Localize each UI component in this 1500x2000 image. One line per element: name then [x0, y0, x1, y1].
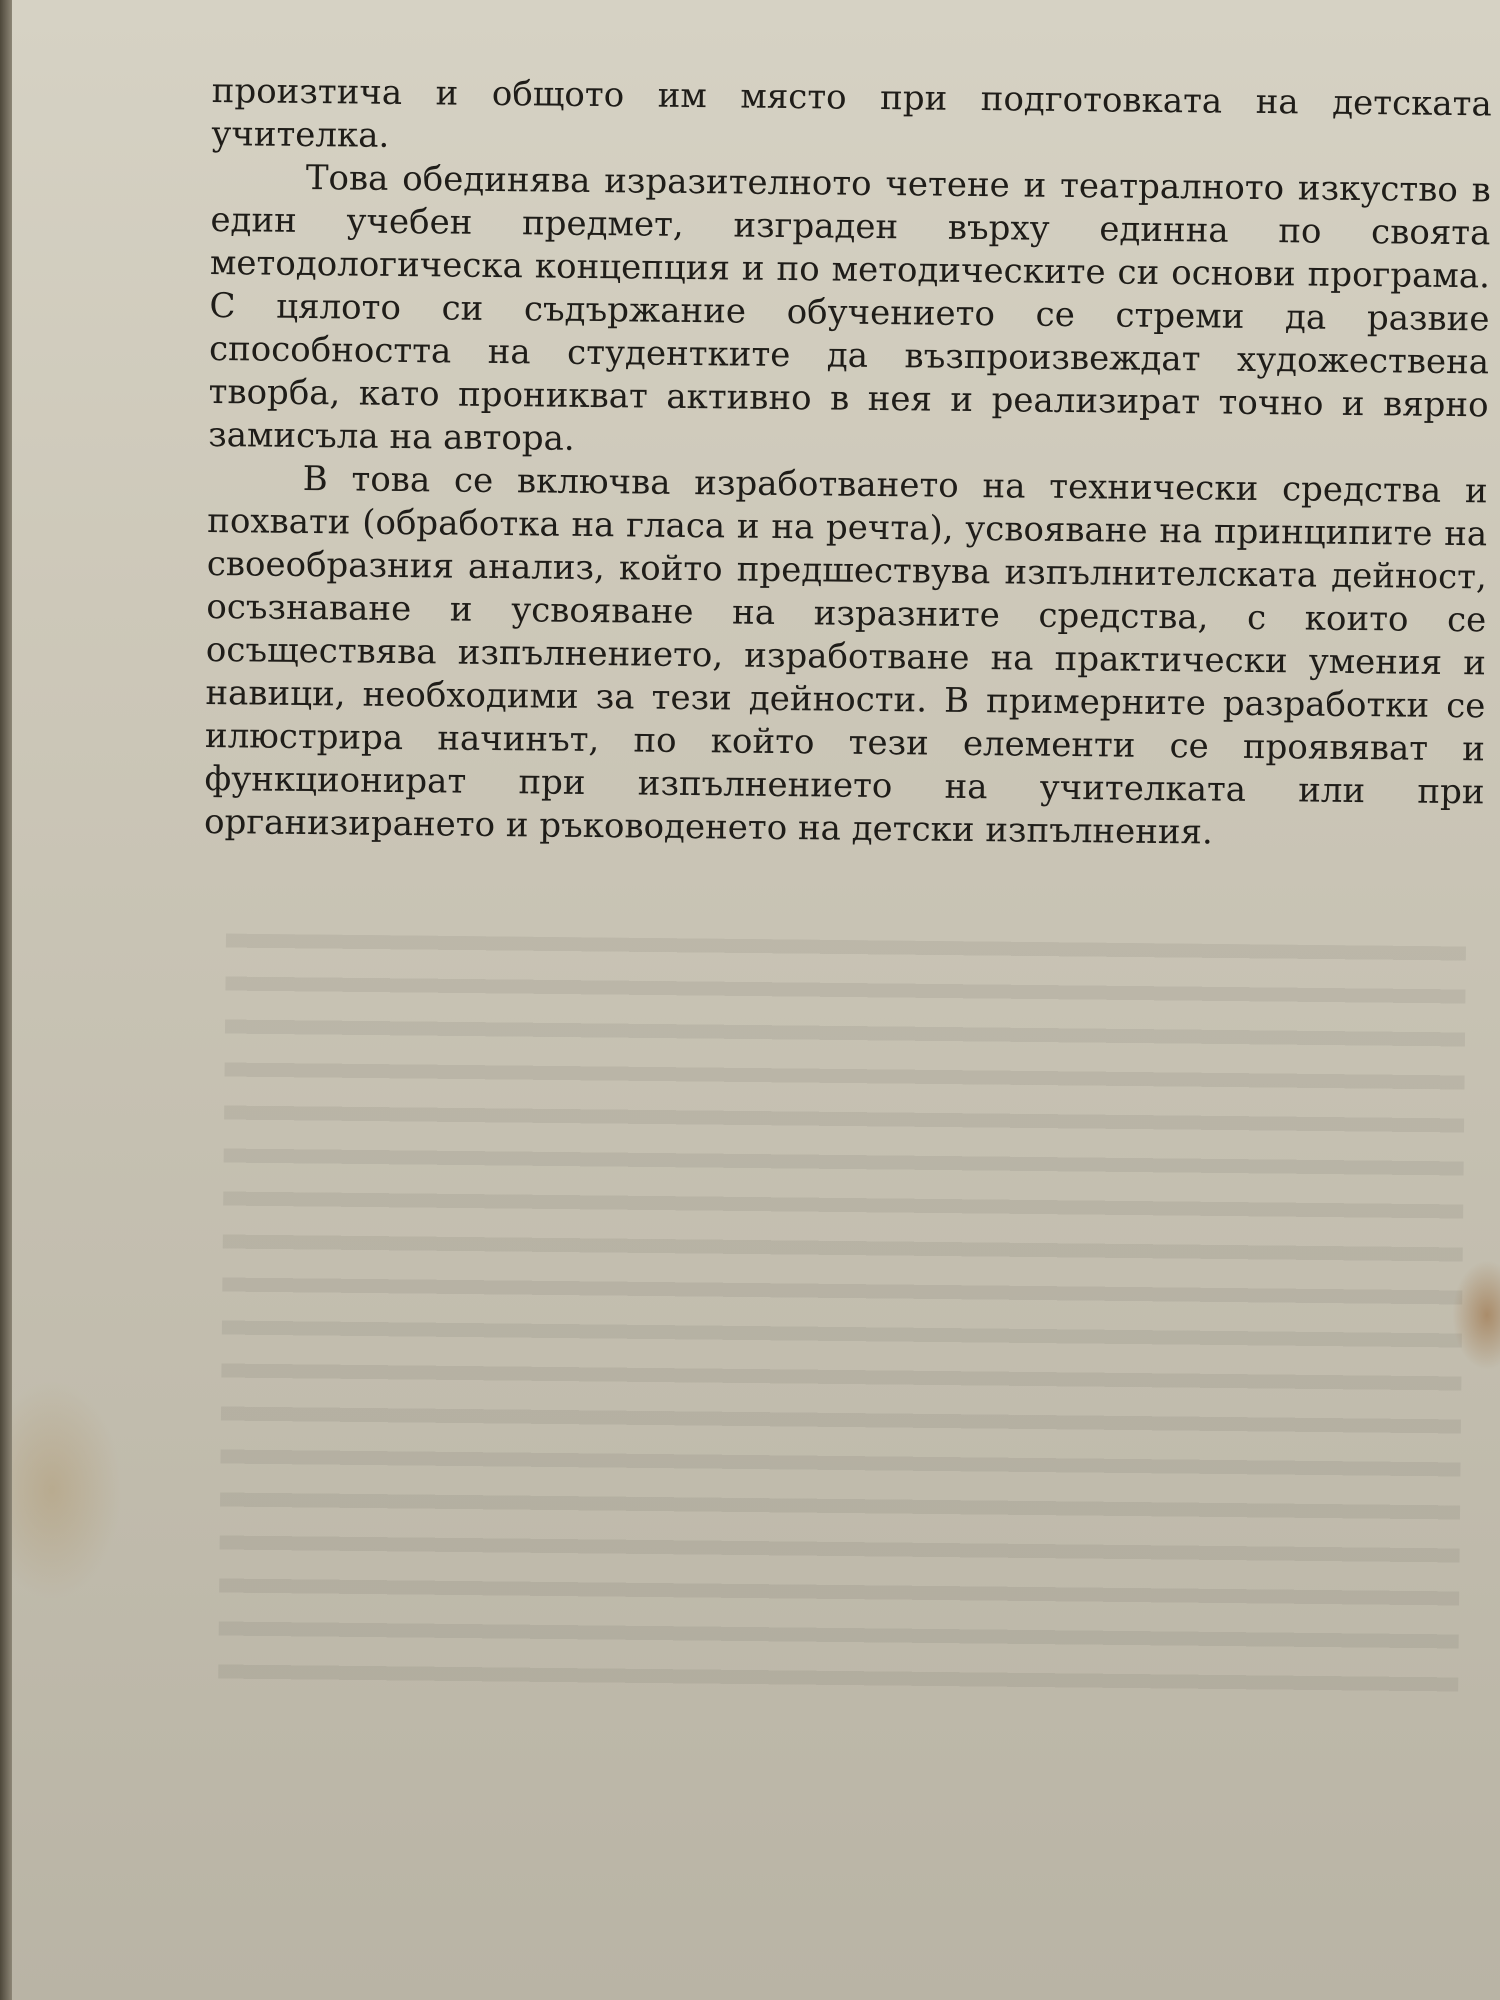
book-page — [12, 0, 1500, 2000]
bleed-through-text — [218, 934, 1466, 1707]
paragraph-course-unity: Това обединява изразителното четене и театралното изкуство в един учебен предмет, изграден върху единна по своята методологическа концепция и по методическите си основи програма. С цялото си съдържание обучението се стреми да развие способността на студентките да възпроизвеждат художествена творба, като проникват активно в нея и реализират точно и вярно замисъла на автора. — [207, 157, 1492, 459]
page-text — [204, 70, 1492, 857]
paragraph-techniques: В това се включва изработването на технически средства и похвати (обработка на гласа и на речта), усвояване на принципите на своеобразния анализ, който предшествува изпълнителската дейност, осъзнаване и усвояване на изразните средства, с които се осъществява изпълнението, изработване на практически умения и навици, необходими за тези дейности. В примерните разработки се илюстрира начинът, по който тези елементи се проявяват и функционират при изпълнението на учителката или при организирането и ръководенето на детски изпълнения. — [203, 458, 1488, 853]
page-stain-left — [12, 1380, 122, 1600]
paragraph-continuation: произтича и общото им място при подготовката на детската учителка. — [211, 70, 1492, 156]
book-spine-edge — [0, 0, 12, 2000]
